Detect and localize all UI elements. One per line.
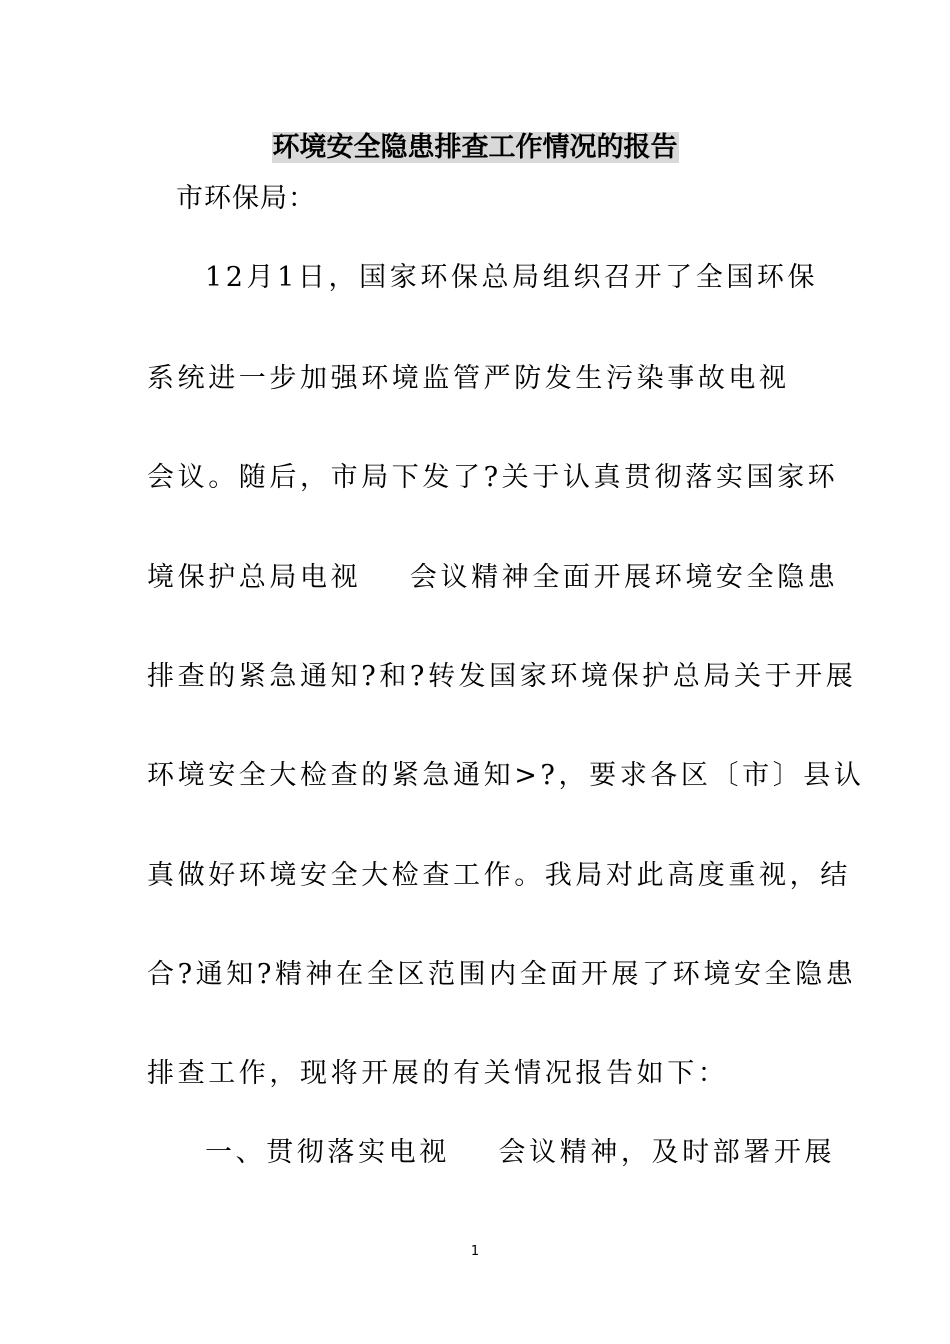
body-line-3: 会议。随后，市局下发了?关于认真贯彻落实国家环 [147,462,839,493]
section-heading-1: 一、贯彻落实电视 会议精神，及时部署开展 [205,1137,836,1168]
body-line-1: 12月1日，国家环保总局组织召开了全国环保 [205,262,819,293]
body-line-8: 合?通知?精神在全区范围内全面开展了环境安全隐患 [147,959,857,990]
document-title [0,128,950,168]
document-title-text: 环境安全隐患排查工作情况的报告 [272,132,678,163]
page-number: 1 [470,1244,480,1259]
body-line-4: 境保护总局电视 会议精神全面开展环境安全隐患 [147,562,839,593]
salutation: 市环保局： [176,183,316,214]
body-line-6: 环境安全大检查的紧急通知>?，要求各区〔市〕县认 [147,760,865,791]
body-line-5: 排查的紧急通知?和?转发国家环境保护总局关于开展 [147,661,857,692]
body-line-2: 系统进一步加强环境监管严防发生污染事故电视 [147,363,790,394]
body-line-7: 真做好环境安全大检查工作。我局对此高度重视，结 [147,860,851,891]
body-line-9: 排查工作，现将开展的有关情况报告如下： [147,1058,729,1089]
